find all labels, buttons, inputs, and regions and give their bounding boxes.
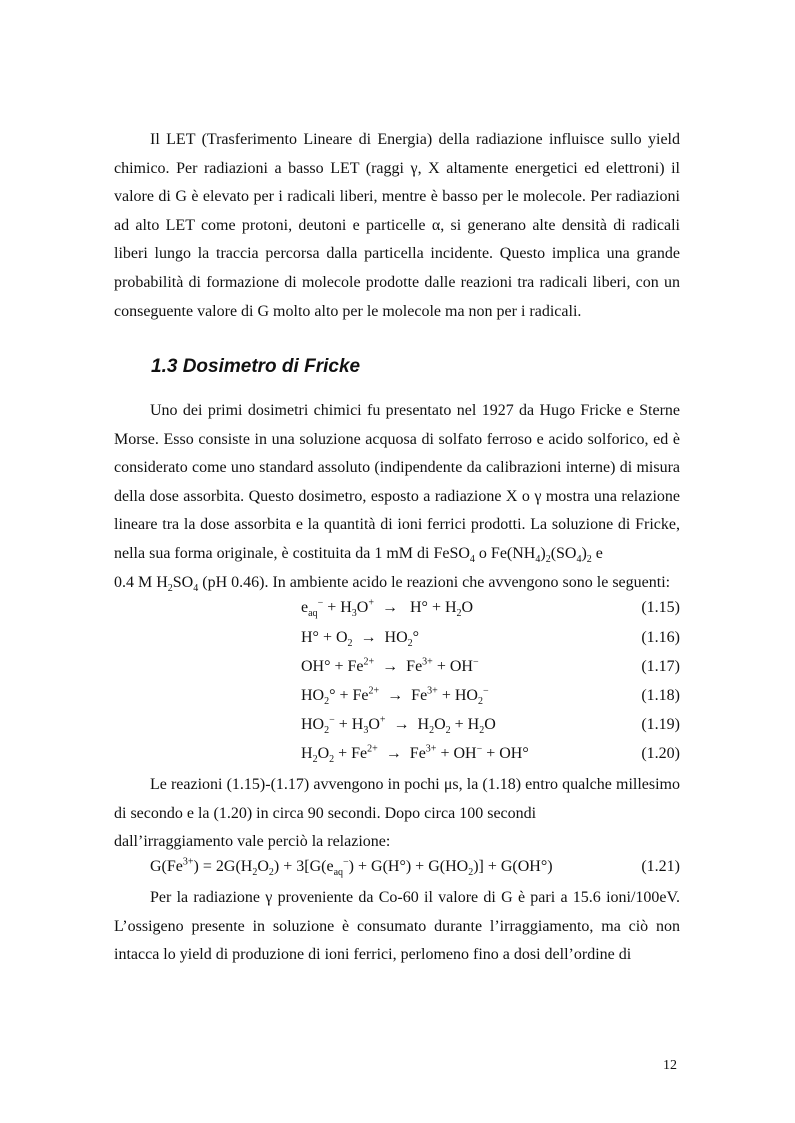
equation-1-18: $HO_2^\circ + Fe^{2+} \to Fe^{3+} + HO_2^-$ <box>301 685 489 708</box>
text-line: Per la radiazione γ proveniente da Co-60 il valore di G è pari a 15.6 ioni/100eV. <box>150 889 680 906</box>
text-line: conseguente valore di G molto alto per le molecole ma non per i radicali. <box>114 302 582 320</box>
paragraph-let <box>114 126 680 326</box>
text-line: della dose assorbita. Questo dosimetro, esposto a radiazione X o γ mostra una relazione <box>114 487 680 505</box>
text-line: nella sua forma originale, è costituita da 1 mM di FeSO$_4$ o $Fe(NH_4)_2(SO_4)_2$ e <box>114 544 603 566</box>
equation-1-16: $H^\circ + O_2 \to HO_2^\circ$ <box>301 629 420 650</box>
page-number: 12 <box>663 1058 677 1073</box>
text-line: millesimo di secondo e la (1.20) in circa 90 secondi. Dopo circa 100 secondi <box>114 776 680 822</box>
paragraph-cobalt <box>114 884 680 970</box>
equation-number: (1.19) <box>641 716 680 733</box>
text-line: valore di G è elevato per i radicali liberi, mentre è basso per le molecole. Per radiazioni <box>114 188 680 206</box>
text-line: dall’irraggiamento vale perciò la relazione: <box>114 833 391 851</box>
text-line: liberi lungo la traccia percorsa dalla particella incidente. Questo implica una grande <box>114 245 680 263</box>
equation-number: (1.15) <box>641 599 680 616</box>
paragraph-reactions <box>114 771 680 857</box>
equation-1-17: $OH^\circ + Fe^{2+} \to Fe^{3+} + OH^-$ <box>301 656 479 675</box>
equation-1-21: $G(Fe^{3+}) = 2G(H_2O_2) + 3[G(e_{aq}^-) + G(H^\circ) + G(HO_2)] + G(OH^\circ)$ <box>150 856 553 879</box>
paragraph-fricke <box>114 397 680 597</box>
equation-number: (1.20) <box>641 745 680 762</box>
equation-1-19: $HO_2^- + H_3O^+ \to H_2O_2 + H_2O$ <box>301 714 496 737</box>
equation-number: (1.21) <box>641 858 680 875</box>
text-line: intacca lo yield di produzione di ioni ferrici, perlomeno fino a dosi dell’ordine di <box>114 946 632 964</box>
section-heading: 1.3 Dosimetro di Fricke <box>151 356 361 377</box>
text-line: L’ossigeno presente in soluzione è consumato durante l’irraggiamento, ma ciò non <box>114 917 680 935</box>
equation-1-20: $H_2O_2 + Fe^{2+} \to Fe^{3+} + OH^- + OH^\circ$ <box>301 743 529 766</box>
text-line: Il LET (Trasferimento Lineare di Energia) della radiazione influisce sullo yield <box>150 131 680 148</box>
text-line: chimico. Per radiazioni a basso LET (raggi γ, X altamente energetici ed elettroni) il <box>114 159 680 177</box>
text-line: lineare tra la dose assorbita e la quantità di ioni ferrici prodotti. La soluzione di Fricke, <box>114 516 680 534</box>
equation-1-15: $e_{aq}^- + H_3O^+ \to H^\circ + H_2O$ <box>301 597 474 620</box>
text-line: Uno dei primi dosimetri chimici fu presentato nel 1927 da Hugo Fricke e Sterne <box>150 402 680 419</box>
text-line: probabilità di formazione di molecole prodotte dalle reazioni tra radicali liberi, con un <box>114 273 680 291</box>
text-line: ad alto LET come protoni, deutoni e particelle α, si generano alte densità di radicali <box>114 216 680 234</box>
equation-number: (1.16) <box>641 629 680 646</box>
text-line: Le reazioni (1.15)-(1.17) avvengono in pochi μs, la (1.18) entro qualche <box>150 776 612 793</box>
text-line: Morse. Esso consiste in una soluzione acquosa di solfato ferroso e acido solforico, ed è <box>114 430 680 448</box>
equation-number: (1.17) <box>641 658 680 675</box>
text-line: 0.4 M $H_2SO_4$ (pH 0.46). In ambiente acido le reazioni che avvengono sono le seguenti: <box>114 573 671 594</box>
equation-number: (1.18) <box>641 687 680 704</box>
text-line: considerato come uno standard assoluto (indipendente da calibrazioni interne) di misura <box>114 459 680 477</box>
